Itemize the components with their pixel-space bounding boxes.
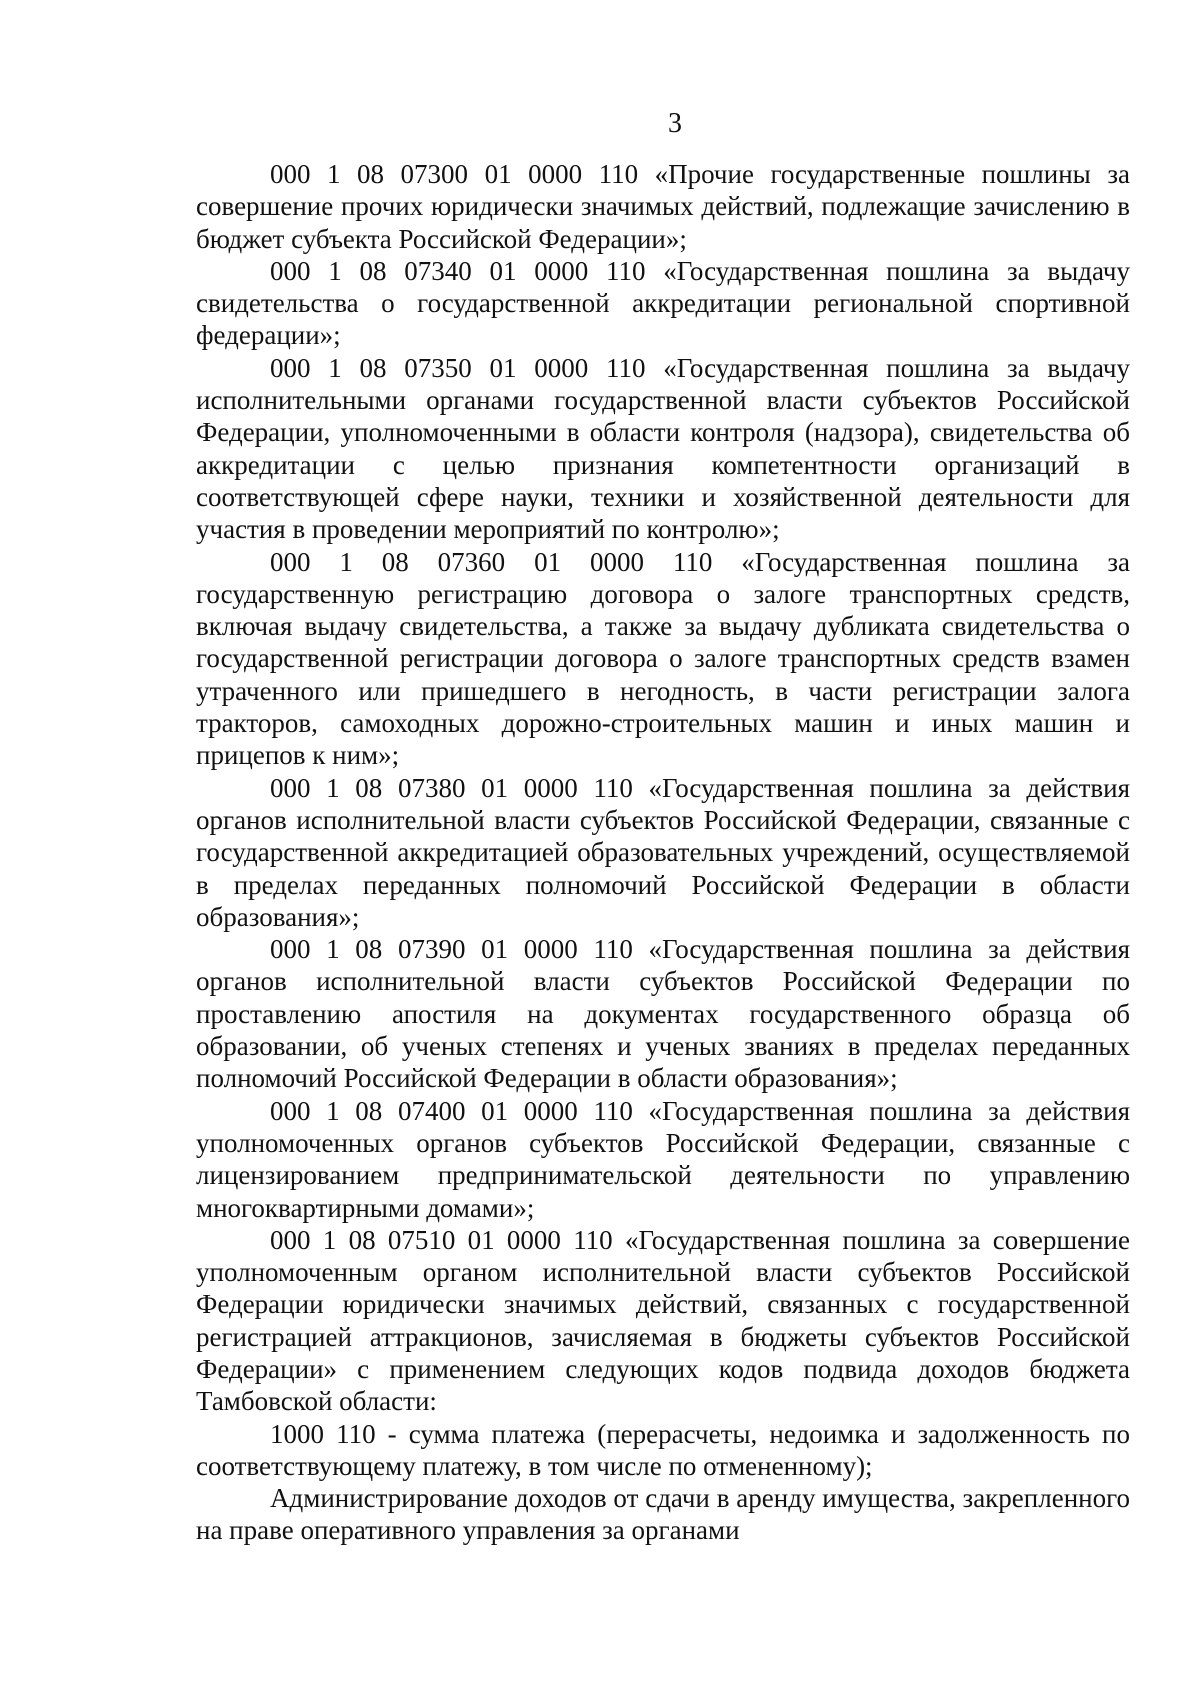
paragraph-administration: Администрирование доходов от сдачи в аренду имущества, закрепленного на праве оперативного управления за органами — [196, 1483, 1130, 1546]
paragraph-07380: 000 1 08 07380 01 0000 110 «Государственная пошлина за действия органов исполнительной власти субъектов Российской Федерации, связанные с государственной аккредитацией образовательных учреждений, осуществляемой в пределах переданных полномочий Российской Федерации в области образования»; — [196, 772, 1130, 932]
paragraph-subtype-code: 1000 110 - сумма платежа (перерасчеты, недоимка и задолженность по соответствующему платежу, в том числе по отмененному); — [196, 1418, 1130, 1481]
document-body — [196, 158, 1130, 1547]
page-number: 3 — [668, 108, 682, 139]
paragraph-07390: 000 1 08 07390 01 0000 110 «Государственная пошлина за действия органов исполнительной власти субъектов Российской Федерации по проставлению апостиля на документах государственного образца об образовании, об ученых степенях и ученых званиях в пределах переданных полномочий Российской Федерации в области образования»; — [196, 934, 1130, 1094]
paragraph-07300: 000 1 08 07300 01 0000 110 «Прочие государственные пошлины за совершение прочих юридически значимых действий, подлежащие зачислению в бюджет субъекта Российской Федерации»; — [196, 159, 1130, 254]
paragraph-07340: 000 1 08 07340 01 0000 110 «Государственная пошлина за выдачу свидетельства о государственной аккредитации региональной спортивной федерации»; — [196, 255, 1130, 351]
paragraph-07350: 000 1 08 07350 01 0000 110 «Государственная пошлина за выдачу исполнительными органами государственной власти субъектов Российской Федерации, уполномоченными в области контроля (надзора), свидетельства об аккредитации с целью признания компетентности организаций в соответствующей сфере науки, техники и хозяйственной деятельности для участия в проведении мероприятий по контролю»; — [196, 352, 1130, 545]
paragraph-07510: 000 1 08 07510 01 0000 110 «Государственная пошлина за совершение уполномоченным органом исполнительной власти субъектов Российской Федерации юридически значимых действий, связанных с государственной регистрацией аттракционов, зачисляемая в бюджеты субъектов Российской Федерации» с применением следующих кодов подвида доходов бюджета Тамбовской области: — [196, 1224, 1130, 1417]
paragraph-07360: 000 1 08 07360 01 0000 110 «Государственная пошлина за государственную регистрацию договора о залоге транспортных средств, включая выдачу свидетельства, а также за выдачу дубликата свидетельства о государственной регистрации договора о залоге транспортных средств взамен утраченного или пришедшего в негодность, в части регистрации залога тракторов, самоходных дорожно-строительных машин и иных машин и прицепов к ним»; — [196, 546, 1130, 771]
paragraph-07400: 000 1 08 07400 01 0000 110 «Государственная пошлина за действия уполномоченных органов субъектов Российской Федерации, связанные с лицензированием предпринимательской деятельности по управлению многоквартирными домами»; — [196, 1095, 1130, 1223]
